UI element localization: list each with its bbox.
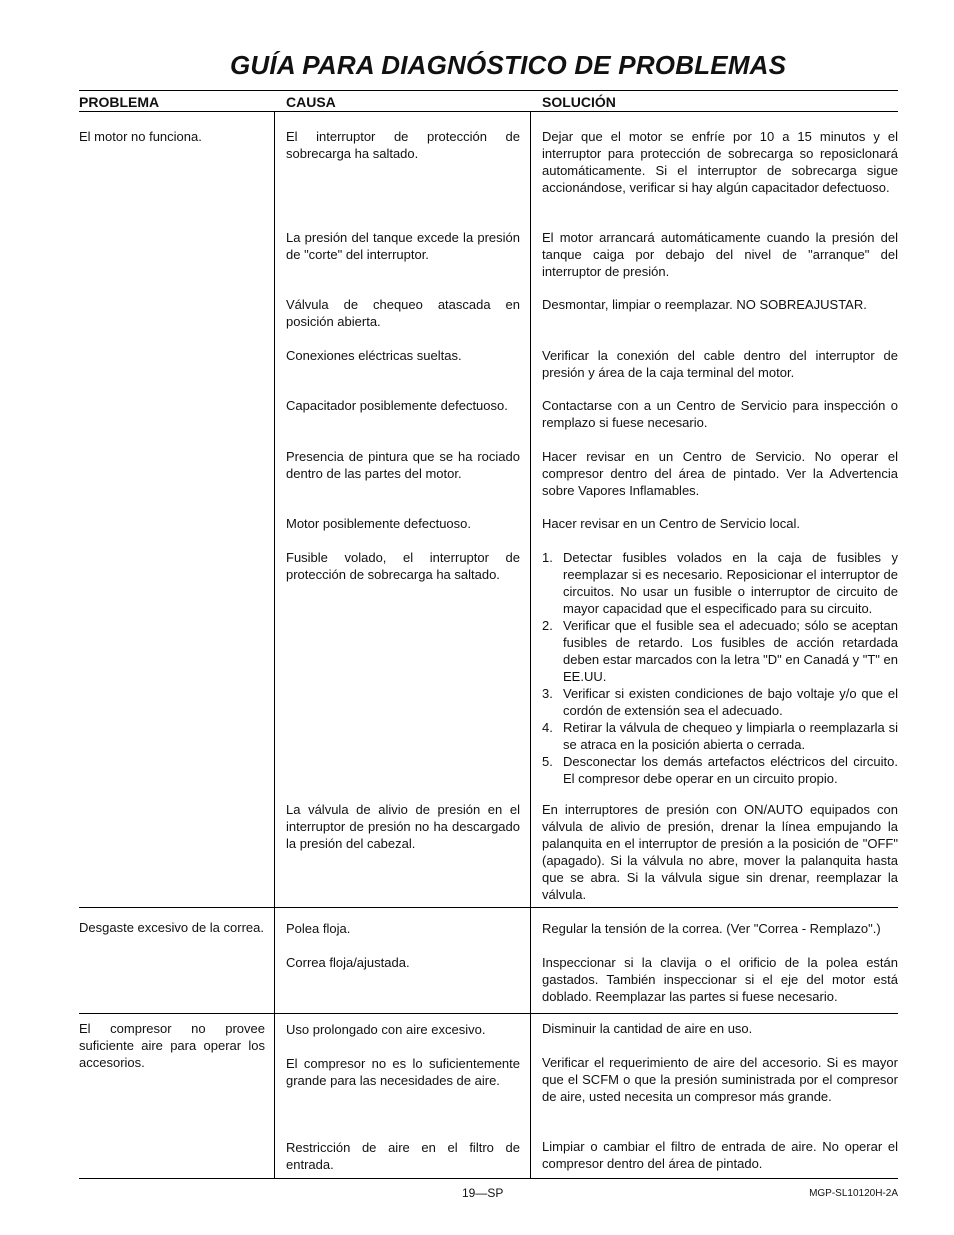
cause-cell: La presión del tanque excede la presión de "corte" del interruptor. <box>286 230 520 262</box>
header-solution: SOLUCIÓN <box>542 94 616 110</box>
list-item <box>542 685 898 719</box>
step-number: 5. <box>542 754 553 769</box>
solution-cell: Inspeccionar si la clavija o el orificio de la polea están gastados. También inspeccionar si el eje del motor está doblado. Reemplazar las partes si fuese necesario. <box>542 955 898 1004</box>
problem-cell: Desgaste excesivo de la correa. <box>79 920 264 935</box>
solution-cell: Hacer revisar en un Centro de Servicio local. <box>542 516 800 531</box>
cause-cell: Capacitador posiblemente defectuoso. <box>286 398 508 413</box>
solution-cell: En interruptores de presión con ON/AUTO equipados con válvula de alivio de presión, drenar la línea empujando la palanquita en el interruptor de presión a la posición de "OFF" (apagado). Si la válvula no abre, mover la palanquita hasta que se abra. Si la válvula sigue sin drenar, reemplazar la válvula. <box>542 802 898 902</box>
cause-cell: Correa floja/ajustada. <box>286 955 410 970</box>
row-divider <box>79 907 898 908</box>
solution-cell: El motor arrancará automáticamente cuando la presión del tanque caiga por debajo del nivel de "arranque" del interruptor de presión. <box>542 230 898 279</box>
solution-cell: Contactarse con a un Centro de Servicio para inspección o remplazo si fuese necesario. <box>542 398 898 430</box>
step-text: Verificar que el fusible sea el adecuado; sólo se aceptan fusibles de retardo. Los fusibles de acción retardada deben estar marcados con la letra "D" en Canadá y "T" en EE.UU. <box>563 618 898 684</box>
header-cause: CAUSA <box>286 94 336 110</box>
table-top-rule <box>79 90 898 91</box>
fuse-steps-list <box>542 549 898 787</box>
cause-cell: Presencia de pintura que se ha rociado dentro de las partes del motor. <box>286 449 520 481</box>
step-text: Desconectar los demás artefactos eléctricos del circuito. El compresor debe operar en un circuito propio. <box>563 754 898 786</box>
list-item <box>542 753 898 787</box>
column-divider <box>530 111 531 1178</box>
step-text: Detectar fusibles volados en la caja de fusibles y reemplazar si es necesario. Reposicionar el interruptor de circuitos. No usar un fusible o interruptor de circuito de mayor capacidad que el especificado para su circuito. <box>563 550 898 616</box>
cause-cell: Motor posiblemente defectuoso. <box>286 516 471 531</box>
step-text: Verificar si existen condiciones de bajo voltaje y/o que el cordón de extensión sea el adecuado. <box>563 686 898 718</box>
cause-cell: Polea floja. <box>286 921 351 936</box>
solution-cell: Verificar el requerimiento de aire del accesorio. Si es mayor que el SCFM o que la presión suministrada por el compresor de aire, usted necesita un compresor más grande. <box>542 1055 898 1104</box>
cause-cell: Uso prolongado con aire excesivo. <box>286 1022 486 1037</box>
list-item <box>542 719 898 753</box>
list-item <box>542 549 898 617</box>
table-bottom-rule <box>79 1178 898 1179</box>
step-text: Retirar la válvula de chequeo y limpiarla o reemplazarla si se atraca en la posición abierta o cerrada. <box>563 720 898 752</box>
step-number: 3. <box>542 686 553 701</box>
step-number: 4. <box>542 720 553 735</box>
cause-cell: Fusible volado, el interruptor de protección de sobrecarga ha saltado. <box>286 550 520 582</box>
header-problem: PROBLEMA <box>79 94 160 110</box>
problem-cell: El compresor no provee suficiente aire para operar los accesorios. <box>79 1021 265 1070</box>
cause-cell: El compresor no es lo suficientemente grande para las necesidades de aire. <box>286 1056 520 1088</box>
cause-cell: El interruptor de protección de sobrecarga ha saltado. <box>286 129 520 161</box>
step-number: 2. <box>542 618 553 633</box>
cause-cell: Conexiones eléctricas sueltas. <box>286 348 462 363</box>
page-number: 19—SP <box>462 1186 504 1200</box>
solution-cell: Disminuir la cantidad de aire en uso. <box>542 1021 753 1036</box>
row-divider <box>79 1013 898 1014</box>
solution-cell: Limpiar o cambiar el filtro de entrada de aire. No operar el compresor dentro del área de pintado. <box>542 1139 898 1171</box>
document-code: MGP-SL10120H-2A <box>809 1188 898 1199</box>
problem-cell: El motor no funciona. <box>79 129 202 144</box>
cause-cell: La válvula de alivio de presión en el interruptor de presión no ha descargado la presión del cabezal. <box>286 802 520 851</box>
solution-cell: Verificar la conexión del cable dentro del interruptor de presión y área de la caja terminal del motor. <box>542 348 898 380</box>
solution-cell: Hacer revisar en un Centro de Servicio. No operar el compresor dentro del área de pintado. Ver la Advertencia sobre Vapores Inflamables. <box>542 449 898 498</box>
solution-cell: Desmontar, limpiar o reemplazar. NO SOBREAJUSTAR. <box>542 297 867 312</box>
cause-cell: Válvula de chequeo atascada en posición abierta. <box>286 297 520 329</box>
cause-cell: Restricción de aire en el filtro de entrada. <box>286 1140 520 1172</box>
step-number: 1. <box>542 550 553 565</box>
solution-cell: Dejar que el motor se enfríe por 10 a 15 minutos y el interruptor para protección de sobrecarga so reposiclonará automáticamente. Si el interruptor de sobrecarga sigue accionándose, verificar si hay algún capacitador defectuoso. <box>542 129 898 195</box>
solution-cell: Regular la tensión de la correa. (Ver "Correa - Remplazo".) <box>542 921 881 936</box>
page-title: GUÍA PARA DIAGNÓSTICO DE PROBLEMAS <box>230 50 787 80</box>
list-item <box>542 617 898 685</box>
header-rule <box>79 111 898 112</box>
column-divider <box>274 111 275 1178</box>
